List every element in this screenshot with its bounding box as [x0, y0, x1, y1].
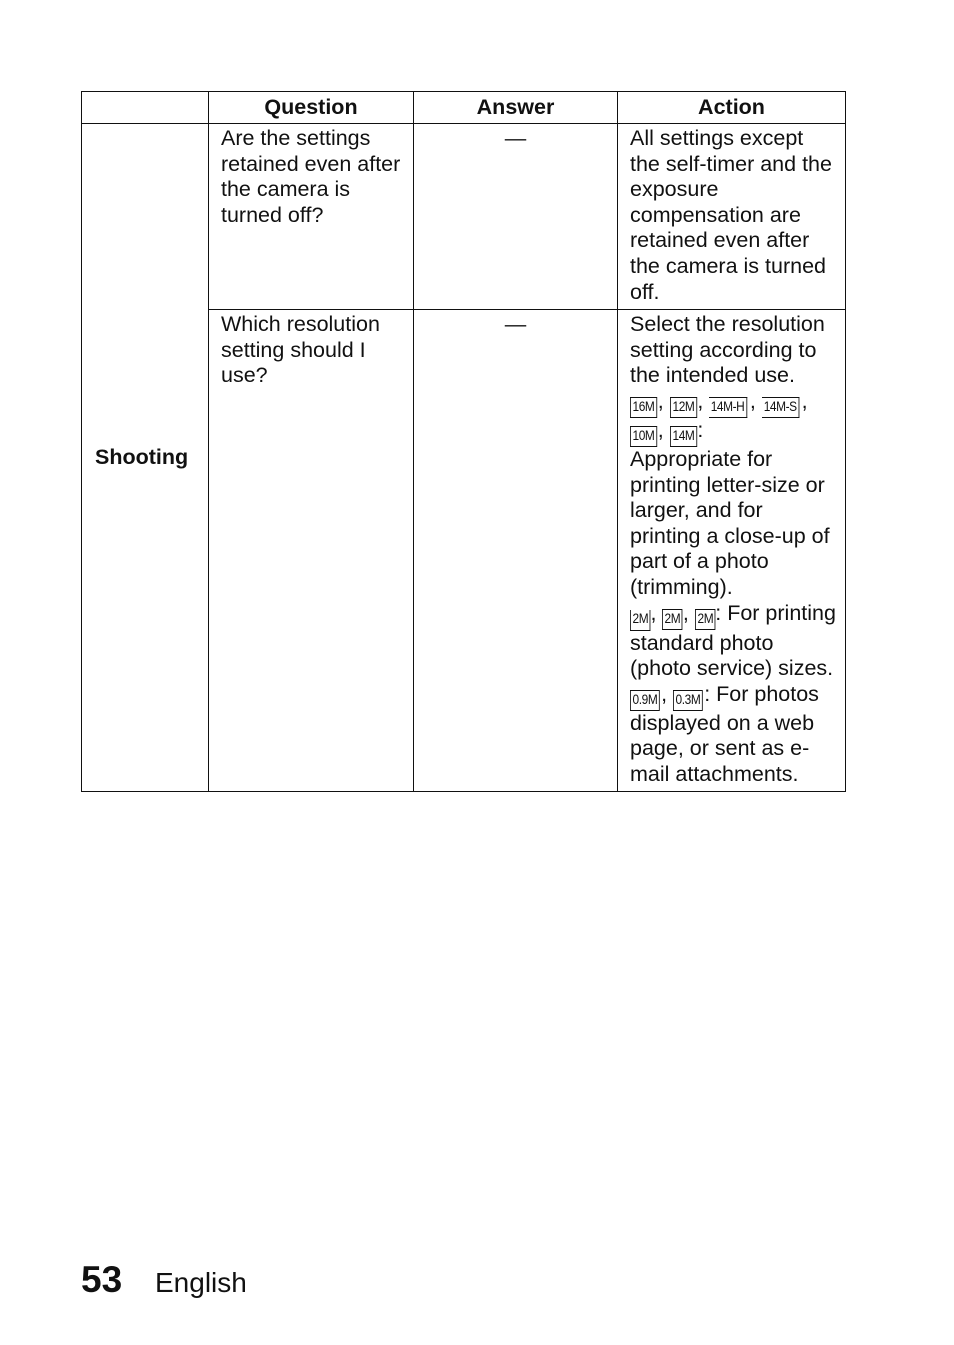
table-row	[82, 124, 846, 310]
answer-cell: —	[414, 124, 618, 310]
icon-separator: ,	[697, 388, 710, 413]
resolution-0-3m-icon: 0.3M	[673, 690, 703, 711]
resolution-12m-icon: 12M	[670, 397, 697, 418]
resolution-14m-s-icon: 14M-S	[762, 397, 799, 418]
icon-separator: ,	[682, 600, 695, 625]
icon-separator: ,	[657, 417, 670, 442]
page-number: 53	[81, 1259, 123, 1300]
header-question: Question	[209, 92, 414, 124]
footer-language: English	[155, 1267, 247, 1298]
icon-separator: ,	[801, 388, 808, 413]
group1-description: Appropriate for printing letter-size or larger, and for printing a close-up of part of a photo (trimming).	[630, 446, 830, 599]
resolution-14m-wide-icon: 14M	[670, 426, 697, 447]
category-cell: Shooting	[82, 124, 209, 792]
icon-separator: ,	[749, 388, 762, 413]
faq-table	[81, 91, 846, 792]
icon-separator: ,	[661, 681, 674, 706]
resolution-10m-icon: 10M	[630, 426, 657, 447]
header-answer: Answer	[414, 92, 618, 124]
action-cell: All settings except the self-timer and the exposure compensation are retained even after the camera is turned off.	[618, 124, 846, 310]
resolution-2m-wide-icon: 2M	[695, 609, 716, 630]
answer-cell: —	[414, 310, 618, 792]
header-blank	[82, 92, 209, 124]
group3-description: : For photos displayed on a web page, or sent as e-mail attachments.	[630, 681, 819, 786]
action-intro: Select the resolution setting according to the intended use.	[630, 312, 825, 388]
icon-separator: ,	[650, 600, 663, 625]
resolution-0-9m-icon: 0.9M	[630, 690, 660, 711]
group2-description: : For printing standard photo (photo service) sizes.	[630, 600, 836, 681]
question-cell: Are the settings retained even after the camera is turned off?	[209, 124, 414, 310]
group1-suffix: :	[697, 417, 704, 442]
resolution-2m-bold-icon: 2M	[662, 609, 683, 630]
table-header-row	[82, 92, 846, 124]
action-cell	[618, 310, 846, 792]
resolution-14m-h-icon: 14M-H	[709, 397, 747, 418]
question-cell: Which resolution setting should I use?	[209, 310, 414, 792]
resolution-2m-icon: 2M	[630, 610, 651, 631]
header-action: Action	[618, 92, 846, 124]
icon-separator: ,	[657, 388, 670, 413]
resolution-16m-icon: 16M	[630, 397, 657, 418]
